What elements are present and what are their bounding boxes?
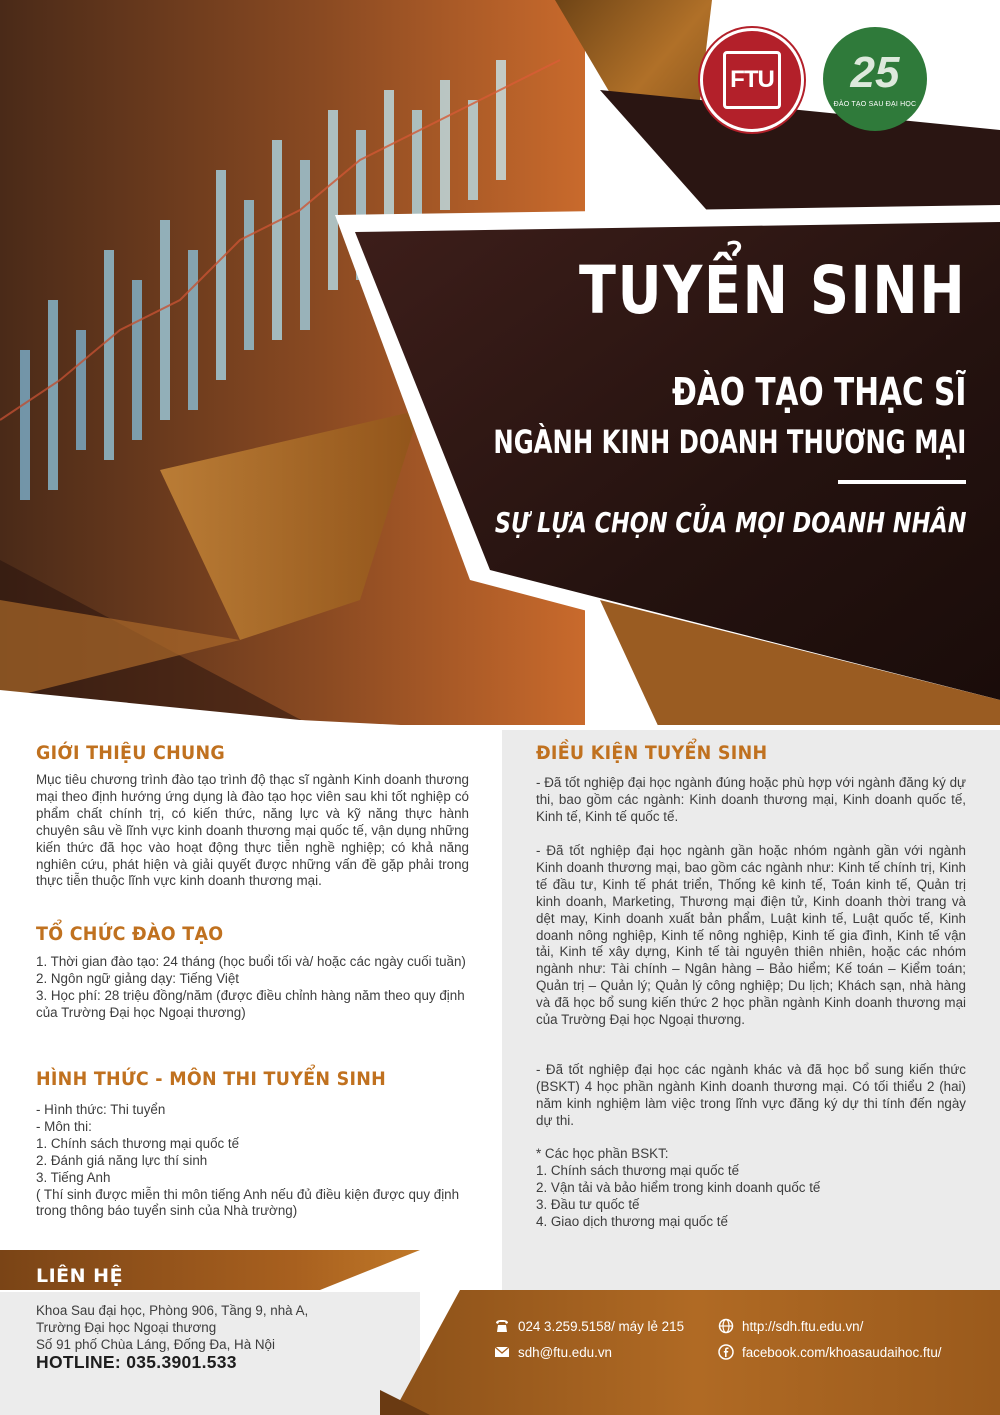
- list-item: ( Thí sinh được miễn thi môn tiếng Anh nếu đủ điều kiện được quy định trong thông báo tuyển sinh của Nhà trường): [36, 1186, 460, 1219]
- globe-icon: [718, 1318, 734, 1334]
- list-item: 3. Tiếng Anh: [36, 1169, 111, 1185]
- conditions-heading: ĐIỀU KIỆN TUYỂN SINH: [536, 742, 768, 764]
- organization-list: [36, 954, 476, 1022]
- ftu-logo: [700, 28, 804, 132]
- intro-heading: GIỚI THIỆU CHUNG: [36, 742, 226, 764]
- contact-website[interactable]: [718, 1318, 863, 1334]
- exam-heading: HÌNH THỨC - MÔN THI TUYỂN SINH: [36, 1068, 387, 1090]
- facebook-link[interactable]: facebook.com/khoasaudaihoc.ftu/: [742, 1344, 942, 1360]
- address-line: Khoa Sau đại học, Phòng 906, Tầng 9, nhà A,: [36, 1303, 309, 1318]
- anniversary-caption: ĐÀO TẠO SAU ĐẠI HỌC: [833, 100, 917, 108]
- address-line: Trường Đại học Ngoại thương: [36, 1320, 217, 1335]
- conditions-paragraph-2: - Đã tốt nghiệp đại học ngành gần hoặc nhóm ngành gần với ngành Kinh doanh thương mại, bao gồm các ngành như: Kinh tế chính trị, Kinh tế đầu tư, Kinh tế phát triển, Thống kê kinh tế, Toán kinh tế, Quản trị kinh doanh, Marketing, Thương mại điện tử, Kinh doanh thời trang và dệt may, Kinh doanh xuất bản phẩm, Luật kinh tế, Luật quốc tế, Kinh doanh nông nghiệp, Kinh tế nông nghiệp, Kinh tế gia đình, Kinh tế vận tải, Kinh tế xây dựng, Kinh tế tài nguyên thiên nhiên, hoặc các nhóm ngành như: Tài chính – Ngân hàng – Bảo hiểm; Kế toán – Kiểm toán; Quản trị – Quản lý; Quản lý công nghiệp; Du lịch; Khách sạn, nhà hàng và đã học bổ sung kiến thức 2 học phần ngành Kinh doanh thương mại của Trường Đại học Ngoại thương.: [536, 843, 966, 1028]
- list-item: 3. Học phí: 28 triệu đồng/năm (được điều chỉnh hàng năm theo quy định của Trường Đại học Ngoại thương): [36, 987, 465, 1020]
- mail-icon: [494, 1344, 510, 1360]
- list-item: 1. Chính sách thương mại quốc tế: [536, 1162, 740, 1178]
- hero-divider: [838, 480, 966, 484]
- intro-text: Mục tiêu chương trình đào tạo trình độ thạc sĩ ngành Kinh doanh thương mại theo định hướng ứng dụng là đào tạo học viên sau khi tốt nghiệp có phẩm chất chính trị, có kiến thức, năng lực và kỹ năng thực hành chuyên sâu về lĩnh vực kinh doanh thương mại quốc tế, vận dụng những kiến thức đã học vào hoạt động thực tiễn nghề nghiệp; có khả năng nghiên cứu, phát hiện và giải quyết được những vấn đề gặp phải trong thực tiễn thuộc lĩnh vực kinh doanh thương mại.: [36, 772, 469, 889]
- contact-address: [36, 1302, 308, 1353]
- list-item: * Các học phần BSKT:: [536, 1146, 669, 1161]
- exam-list: [36, 1102, 476, 1220]
- list-item: 4. Giao dịch thương mại quốc tế: [536, 1213, 728, 1229]
- contact-phone[interactable]: [494, 1318, 684, 1334]
- phone-icon: [494, 1318, 510, 1334]
- list-item: - Môn thi:: [36, 1118, 92, 1134]
- list-item: 1. Thời gian đào tạo: 24 tháng (học buổi tối và/ hoặc các ngày cuối tuần): [36, 954, 466, 969]
- facebook-icon: [718, 1344, 734, 1360]
- hero-subtitle-major: NGÀNH KINH DOANH THƯƠNG MẠI: [493, 423, 966, 461]
- hotline[interactable]: HOTLINE: 035.3901.533: [36, 1352, 237, 1372]
- list-item: 2. Đánh giá năng lực thí sinh: [36, 1152, 208, 1168]
- contact-facebook[interactable]: [718, 1344, 942, 1360]
- hero-subtitle-degree: ĐÀO TẠO THẠC SĨ: [671, 370, 966, 414]
- organization-heading: TỔ CHỨC ĐÀO TẠO: [36, 923, 224, 945]
- list-item: 3. Đầu tư quốc tế: [536, 1196, 640, 1212]
- anniversary-number: 25: [850, 47, 900, 97]
- hero-title: TUYỂN SINH: [578, 252, 966, 329]
- address-line: Số 91 phố Chùa Láng, Đống Đa, Hà Nội: [36, 1337, 275, 1352]
- conditions-paragraph-3: - Đã tốt nghiệp đại học các ngành khác và đã học bổ sung kiến thức (BSKT) 4 học phần ngành Kinh doanh thương mại. Có tối thiểu 2 (hai) năm kinh nghiệm làm việc trong lĩnh vực đăng ký dự thi tính đến ngày dự thi.: [536, 1062, 966, 1128]
- list-item: - Hình thức: Thi tuyển: [36, 1102, 166, 1117]
- conditions-paragraph-1: - Đã tốt nghiệp đại học ngành đúng hoặc phù hợp với ngành đăng ký dự thi, bao gồm các ngành: Kinh doanh thương mại, Kinh doanh quốc tế, Kinh tế, Kinh tế quốc tế.: [536, 775, 966, 824]
- website-link[interactable]: http://sdh.ftu.edu.vn/: [742, 1318, 864, 1334]
- email-link[interactable]: sdh@ftu.edu.vn: [518, 1344, 612, 1360]
- contact-email[interactable]: [494, 1344, 612, 1360]
- list-item: 1. Chính sách thương mại quốc tế: [36, 1135, 240, 1151]
- bskt-list: [536, 1146, 966, 1231]
- hero-slogan: SỰ LỰA CHỌN CỦA MỌI DOANH NHÂN: [494, 506, 966, 539]
- contact-heading: LIÊN HỆ: [36, 1265, 124, 1287]
- anniversary-logo: [823, 27, 927, 131]
- ftu-logo-mark: FTU: [723, 51, 781, 109]
- list-item: 2. Ngôn ngữ giảng dạy: Tiếng Việt: [36, 970, 240, 986]
- list-item: 2. Vận tải và bảo hiểm trong kinh doanh quốc tế: [536, 1179, 821, 1195]
- phone-number: 024 3.259.5158/ máy lẻ 215: [518, 1318, 685, 1334]
